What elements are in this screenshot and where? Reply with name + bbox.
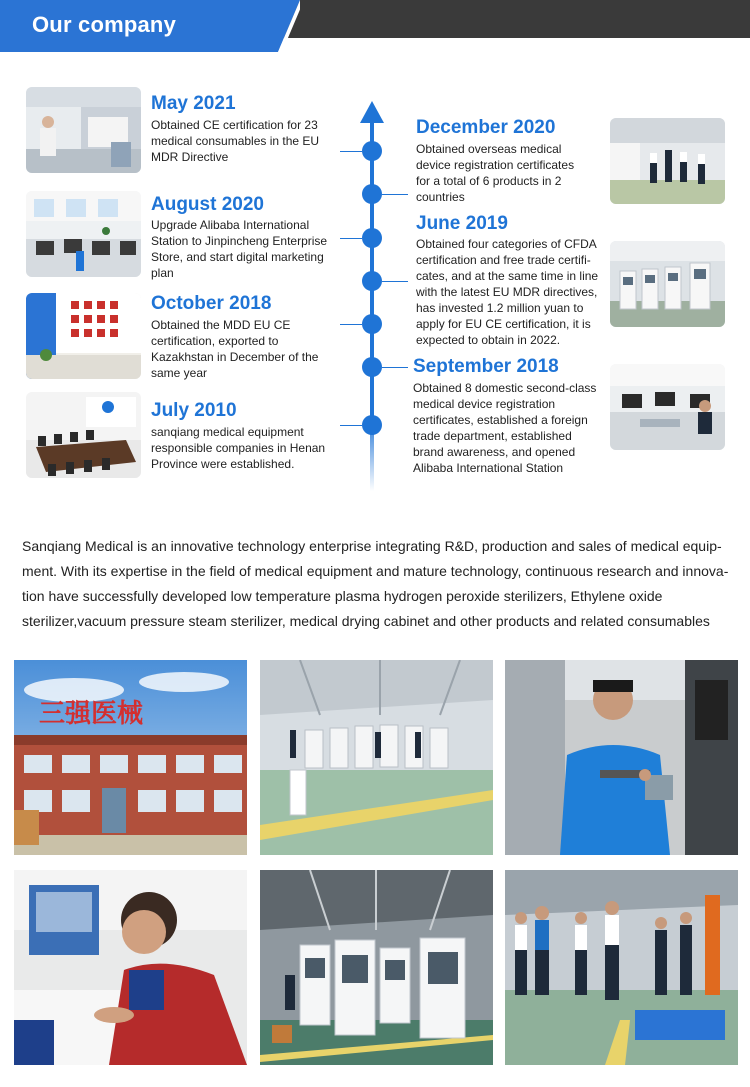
timeline-connector [382,367,408,368]
event-year: July 2010 [151,400,237,421]
staff-office-photo [610,364,725,450]
workshop-visit-photo [505,870,738,1065]
timeline-dot [362,314,382,334]
office-photo [26,191,141,277]
timeline-arrow-icon [360,101,384,123]
timeline-connector [340,324,362,325]
timeline-connector [382,194,408,195]
factory-floor-photo [260,660,493,855]
event-description: Obtained four categories of CFDA certification and free trade certifi-cates, and at the same time in line with the latest EU MDR directives, has invested 1.2 million yuan to apply for EU CE certification, it is expected to obtain in 2022. [416,237,599,347]
lab-worker-photo [14,870,247,1065]
event-year: December 2020 [416,117,556,138]
event-description: Obtained overseas medical device registration certificates for a total of 6 products in 2 countries [416,142,575,204]
event-description: Obtained the MDD EU CE certification, exported to Kazakhstan in December of the same year [151,318,319,380]
timeline-connector [382,281,408,282]
sterilizer-line-photo [610,241,725,327]
timeline-connector [340,238,362,239]
timeline-connector [340,151,362,152]
event-year: June 2019 [416,213,508,234]
technician-photo [505,660,738,855]
timeline-dot [362,415,382,435]
event-description: Upgrade Alibaba International Station to Jinpincheng Enterprise Store, and start digital marketing plan [151,218,328,280]
exhibition-wall-photo [26,293,141,379]
event-description: sanqiang medical equipment responsible companies in Henan Province were established. [151,425,326,471]
event-year: August 2020 [151,194,264,215]
visitors-tour-photo [610,118,725,204]
event-description: Obtained CE certification for 23 medical consumables in the EU MDR Directive [151,118,320,164]
event-description: Obtained 8 domestic second-class medical device registration certificates, established a foreign trade department, established brand awareness, and opened Alibaba International Station [413,381,597,475]
company-intro: Sanqiang Medical is an innovative technology enterprise integrating R&D, production and sales of medical equip-ment. With its expertise in the field of medical equipment and mature technology, continuous research and innova-tion have successfully developed low temperature plasma hydrogen peroxide sterilizers, Ethylene oxide sterilizer,vacuum pressure steam sterilizer, medical drying cabinet and other products and related consumables [22,538,729,629]
event-year: September 2018 [413,356,559,377]
factory-workers-photo [26,87,141,173]
timeline-dot [362,141,382,161]
section-title: Our company [32,12,177,37]
timeline-dot [362,184,382,204]
event-year: October 2018 [151,293,272,314]
timeline-dot [362,228,382,248]
sterilizer-machines-photo [260,870,493,1065]
building-sign-text: 三强医械 [39,699,144,729]
meeting-room-photo [26,392,141,478]
timeline-connector [340,425,362,426]
timeline-dot [362,357,382,377]
section-header [0,0,750,52]
building-photo [14,660,247,855]
timeline-dot [362,271,382,291]
event-year: May 2021 [151,93,236,114]
